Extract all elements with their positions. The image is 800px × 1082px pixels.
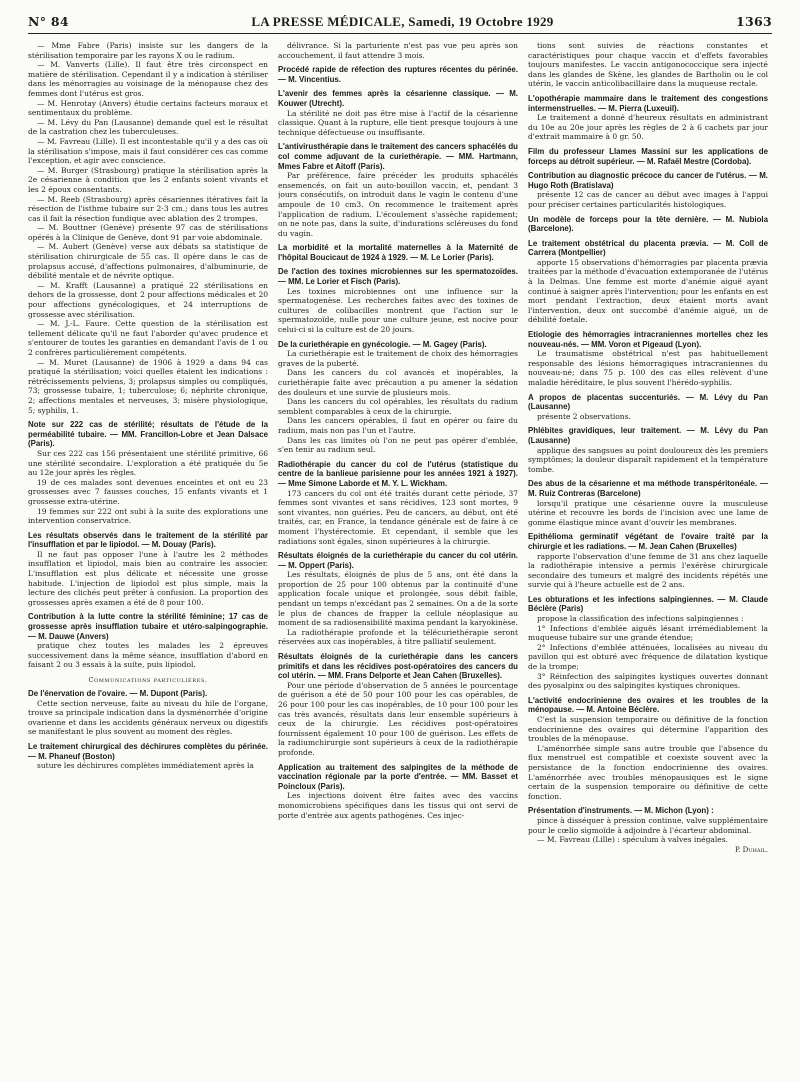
page-number: 1363 [735, 14, 772, 29]
column-2 [278, 41, 518, 1081]
communication-heading: Les résultats observés dans le traitement de la stérilité par l'insufflation et par le lipiodol. — M. Douay (Paris). [28, 530, 268, 550]
paragraph: 2° Infections d'emblée atténuées, localisées au niveau du pavillon qui est obturé avec fréquence de dilatation kystique de la trompe; [528, 642, 768, 672]
paragraph: 19 de ces malades sont devenues enceintes et ont eu 23 grossesses avec 7 fausses couches, 15 enfants vivants et 1 grossesse extra-utérine. [28, 477, 268, 506]
article-columns [28, 41, 772, 1081]
communication-heading: Etiologie des hémorragies intracraniennes mortelles chez les nouveau-nés. — MM. Voron et Pigeaud (Lyon). [528, 330, 768, 349]
paragraph: Il ne faut pas opposer l'une à l'autre les 2 méthodes insufflation et lipiodol, mais bien au contraire les associer. L'insufflation est plus délicate et nécessite une grosse habitude. L'injection de lipiodol est plus simple, mais la lecture des clichés peut prêter à confusion. La proportion des grossesses après examen a été de 8 pour 100. [28, 549, 268, 607]
paragraph: rapporte l'observation d'une femme de 31 ans chez laquelle la radiothérapie intensive a permis l'exérèse chirurgicale secondaire des tumeurs et malgré des incidents répétés une survie qui à l'heure actuelle est de 2 ans. [528, 551, 768, 590]
paragraph: — M. Favreau (Lille). Il est incontestable qu'il y a des cas où la stérilisation s'impose, mais il faut considérer ces cas comme l'exception, et agir avec conscience. [28, 136, 268, 166]
paragraph: 3° Réinfection des salpingites kystiques ouvertes donnant des pyosalpinx ou des salpingites kystiques chroniques. [528, 671, 768, 691]
column-1 [28, 41, 268, 1081]
paragraph: Sur ces 222 cas 156 présentaient une stérilité primitive, 66 une stérilité secondaire. L'exploration a été pratiquée du 5e au 12e jour après les règles. [28, 448, 268, 478]
author-signature: P. Duhail. [734, 845, 768, 854]
paragraph: applique des sangsues au point douloureux dès les premiers symptômes; la douleur disparaît rapidement et la température tombe. [528, 445, 768, 474]
paragraph: Dans les cancers du col avancés et inopérables, la curiethérapie faite avec précaution a pu amener la sédation des douleurs et une survie de plusieurs mois. [278, 368, 518, 397]
paragraph: présente 2 observations. [537, 411, 631, 421]
paragraph: Les résultats, éloignés de plus de 5 ans, ont été dans la proportion de 25 pour 100 obtenus par la continuité d'une application focale unique et prolongée, sous débit faible, pendant un temps n'excédant pas 2 semaines. On a de la sorte le plus de chances de frapper la cellule néoplasique au moment de sa radiosensibilité maxima pendant la karyokinèse. [278, 570, 518, 628]
paragraph: Par préférence, faire précéder les produits sphacélés ensemencés, on fait un auto-bouillon vaccin, et, pendant 3 jours consécutifs, on introduit dans le vagin le contenu d'une ampoule de 10 cm3. On recommence le traitement après l'application de radium. L'écoulement s'assèche rapidement; on ne note pas, dans la suite, d'indurations scléreuses du fond du vagin. [278, 171, 518, 238]
paragraph: — M. Burger (Strasbourg) pratique la stérilisation après la 2e césarienne à condition que les 2 enfants soient vivants et les 2 époux consentants. [28, 165, 268, 194]
paragraph: — M. Vanverts (Lille). Il faut être très circonspect en matière de stérilisation. Cependant il y a indication à stériliser dans les ménorragies au voisinage de la ménopause chez des femmes dont l'utérus est gros. [28, 60, 268, 98]
paragraph: — M. Bouttner (Genève) présente 97 cas de stérilisations opérés à la Clinique de Genève, dont 91 par voie abdominale. [28, 223, 268, 242]
paragraph: La radiothérapie profonde et la télécuriethérapie seront réservées aux cas inopérables, à titre palliatif seulement. [278, 627, 518, 647]
communication-heading: Le traitement chirurgical des déchirures complètes du périnée. — M. Phaneuf (Boston) [28, 741, 268, 761]
paragraph: Le traumatisme obstétrical n'est pas habituellement responsable des lésions hémorragiques intracraniennes du nouveau-né; dans 75 p. 100 des cas elles relèvent d'une maladie héréditaire, le plus souvent l'hérédo-syphilis. [528, 349, 768, 387]
communication-heading: Film du professeur Llames Massini sur les applications de forceps au détroit supérieur. — M. Rafaël Mestre (Cordoba). [528, 146, 768, 166]
paragraph: — M. Krafft (Lausanne) a pratiqué 22 stérilisations en dehors de la grossesse, dont 2 pour affections médicales et 20 pour affections gynécologiques, et 24 interruptions de grossesse avec stérilisation. [28, 280, 268, 319]
paragraph: 173 cancers du col ont été traités durant cette période, 37 femmes sont vivantes et sans récidives, 123 sont mortes, 9 sont vivantes, non guéries. Peu de cancers, au début, ont été traités, car, en France, la tendance générale est de faire à ce moment l'hystérectomie. Et cependant, il semble que les radiations sont égales, sinon supérieures à la chirurgie. [278, 488, 518, 546]
paragraph: Les toxines microbiennes ont une influence sur la spermatogenèse. Les recherches faites avec des toxines de cultures de colibacilles montrent que l'action sur le spermatozoïde, nulle pour une culture jeune, est nocive pour celui-ci si la culture est de 20 jours. [278, 286, 518, 335]
communication-heading: La morbidité et la mortalité maternelles à la Maternité de l'hôpital Boucicaut de 1924 à 1929. — M. Le Lorier (Paris). [278, 243, 518, 262]
communication-heading: Application au traitement des salpingites de la méthode de vaccination régionale par la porte d'entrée. — MM. Basset et Poincloux (Paris). [278, 762, 518, 791]
paragraph: — M. Henrotay (Anvers) étudie certains facteurs moraux et sentimentaux du problème. [28, 98, 268, 118]
paragraph: suture les déchirures complètes immédiatement après la [37, 761, 254, 771]
communication-heading: Un modèle de forceps pour la tête dernière. — M. Nubiola (Barcelone). [528, 214, 768, 234]
paragraph: — M. Lévy du Pan (Lausanne) demande quel est le résultat de la castration chez les tuberculeuses. [28, 117, 268, 137]
paragraph: Dans les cancers opérables, il faut en opérer ou faire du radium, mais non pas l'un et l'autre. [278, 416, 518, 435]
paragraph: C'est la suspension temporaire ou définitive de la fonction endocrinienne des ovaires qui détermine l'apparition des troubles de la ménopause. [528, 715, 768, 744]
paragraph: présente 12 cas de cancer au début avec images à l'appui pour préciser certaines particularités histologiques. [528, 190, 768, 209]
paragraph: — M. Favreau (Lille) : spéculum à valves inégales. [537, 835, 728, 845]
paragraph: L'aménorrhée simple sans autre trouble que l'absence du flux menstruel est compatible et coexiste souvent avec la persistance de la fonction endocrinienne des ovaires. L'aménorrhée avec troubles ménopausiques est le signe certain de la suspension temporaire ou définitive de cette fonction. [528, 743, 768, 801]
paragraph: Pour une période d'observation de 5 années le pourcentage de guérison a été de 50 pour 100 pour les cas opérables, de 26 pour 100 pour les cas inopérables, de 10 pour 100 pour les cas très avancés, résultats dans leur ensemble supérieurs à ceux de la chirurgie. Les récidives post-opératoires fournissent également 10 pour 100 de guérison. Les effets de la radiumchirurgie sont supérieurs à ceux de la radiothérapie profonde. [278, 680, 518, 757]
communication-heading: Le traitement obstétrical du placenta prævia. — M. Coll de Carrera (Montpellier) [528, 238, 768, 258]
communication-heading: L'avenir des femmes après la césarienne classique. — M. Kouwer (Utrecht). [278, 89, 518, 108]
communication-heading: Des abus de la césarienne et ma méthode transpéritonéale. — M. Ruiz Contreras (Barcelone) [528, 479, 768, 498]
issue-number: N° 84 [28, 14, 69, 29]
paragraph: La curiethérapie est le traitement de choix des hémorragies graves de la puberté. [278, 349, 518, 368]
page-header [28, 14, 772, 34]
communication-heading: Les obturations et les infections salpingiennes. — M. Claude Béclère (Paris) [528, 594, 768, 614]
paragraph: propose la classification des infections salpingiennes : [537, 614, 744, 624]
section-subheading: Communications particulières. [88, 676, 208, 684]
communication-heading: Présentation d'instruments. — M. Michon (Lyon) : [528, 806, 714, 816]
paragraph: — M. Reeb (Strasbourg) après césariennes itératives fait la résection de l'isthme tubaire sur 2-3 cm.; dans tous les autres cas il fait la résection fundique avec ablation des 2 trompes. [28, 194, 268, 223]
paragraph: 19 femmes sur 222 ont subi à la suite des explorations une intervention conservatrice. [28, 506, 268, 526]
paragraph: — M. Muret (Lausanne) de 1906 à 1929 a dans 94 cas pratiqué la stérilisation; voici quelles étaient les indications : rétrécissements pelviens, 3; prolapsus simples ou compliqués, 73; grossesse tubaire, 1; tuberculose; 6; néphrite chronique, 2; affections mentales et nerveuses, 3; misère physiologique, 5; syphilis, 1. [28, 357, 268, 415]
paragraph: — M. J.-L. Faure. Cette question de la stérilisation est tellement délicate qu'il ne faut l'aborder qu'avec prudence et s'entourer de toutes les garanties en demandant l'avis de 1 ou 2 confrères particulièrement compétents. [28, 319, 268, 357]
communication-heading: Procédé rapide de réfection des ruptures récentes du périnée. — M. Vincentius. [278, 65, 518, 84]
communication-heading: L'antivirusthérapie dans le traitement des cancers sphacélés du col comme adjuvant de la curiethérapie. — MM. Hartmann, Mmes Fabre et Aitoff (Paris). [278, 142, 518, 171]
communication-heading: L'activité endocrinienne des ovaires et les troubles de la ménopause. — M. Antoine Béclère. [528, 695, 768, 715]
paragraph: Dans les cas limites où l'on ne peut pas opérer d'emblée, s'en tenir au radium seul. [278, 435, 518, 455]
paragraph: 1° Infections d'emblée aiguës lésant irrémédiablement la muqueuse tubaire sur une grande étendue; [528, 623, 768, 643]
paragraph: — Mme Fabre (Paris) insiste sur les dangers de la stérilisation temporaire par les rayons X ou le radium. [28, 41, 268, 60]
paragraph: apporte 15 observations d'hémorragies par placenta prævia traitées par la méthode d'évacuation extemporanée de l'utérus à la Delmas. Une femme est morte d'anémie aiguë ayant continué à saigner après l'intervention; pour les enfants en est mort pendant l'extraction, deux étaient morts avant l'intervention, deux ont succombé d'anémie aiguë, un de débilité foetale. [528, 257, 768, 325]
paragraph: délivrance. Si la parturiente n'est pas vue peu après son accouchement, il faut attendre 3 mois. [278, 41, 518, 60]
communication-heading: Epithélioma germinatif végétant de l'ovaire traité par la chirurgie et les radiations. — M. Jean Cahen (Bruxelles) [528, 532, 768, 551]
paragraph: La stérilité ne doit pas être mise à l'actif de la césarienne classique. Quant à la rupture, elle tient presque toujours à une technique défectueuse ou insuffisante. [278, 108, 518, 137]
communication-heading: De l'énervation de l'ovaire. — M. Dupont (Paris). [28, 689, 208, 698]
paragraph: pince à disséquer à pression continue, valve supplémentaire pour le cœlio sigmoïde à adjoindre à l'écarteur abdominal. [528, 815, 768, 835]
paragraph: pratique chez toutes les malades les 2 épreuves successivement dans la même séance, insufflation d'abord en faisant 2 ou 3 essais à la suite, puis lipiodol. [28, 641, 268, 670]
paragraph: lorsqu'il pratique une césarienne ouvre la musculeuse utérine et recouvre les bords de l'incision avec une lame de gomme élastique mince avant d'ouvrir les membranes. [528, 498, 768, 527]
communication-heading: A propos de placentas succenturiés. — M. Lévy du Pan (Lausanne) [528, 392, 768, 412]
communication-heading: Note sur 222 cas de stérilité; résultats de l'étude de la perméabilité tubaire. — MM. Francillon-Lobre et Jean Dalsace (Paris). [28, 420, 268, 449]
communication-heading: Phlébites gravidiques, leur traitement. — M. Lévy du Pan (Lausanne) [528, 426, 768, 445]
paragraph: Les injections doivent être faites avec des vaccins monomicrobiens spécifiques dans les tissus qui ont servi de porte d'entrée aux agents pathogènes. Ces injec- [278, 791, 518, 820]
communication-heading: Contribution au diagnostic précoce du cancer de l'utérus. — M. Hugo Roth (Bratislava) [528, 171, 768, 190]
communication-heading: Contribution à la lutte contre la stérilité féminine; 17 cas de grossesse après insufflation tubaire et utéro-salpingographie. — M. Dauwe (Anvers) [28, 612, 268, 641]
paragraph: Dans les cancers du col opérables, les résultats du radium semblent comparables à ceux de la chirurgie. [278, 397, 518, 416]
column-3 [528, 41, 768, 1081]
paragraph: Cette section nerveuse, faite au niveau du hile de l'organe, trouve sa principale indication dans la dysménorrhée d'origine ovarienne et dans les accidents généraux nerveux ou digestifs se manifestant le plus souvent au moment des règles. [28, 698, 268, 737]
communication-heading: L'opothérapie mammaire dans le traitement des congestions intermenstruelles. — M. Pierra (Luxeuil). [528, 93, 768, 113]
communication-heading: Radiothérapie du cancer du col de l'utérus (statistique du centre de la banlieue parisienne pour les années 1921 à 1927). — Mme Simone Laborde et M. Y. L. Wickham. [278, 459, 518, 488]
communication-heading: De la curiethérapie en gynécologie. — M. Gagey (Paris). [278, 339, 487, 349]
communication-heading: De l'action des toxines microbiennes sur les spermatozoïdes. — MM. Le Lorier et Fisch (Paris). [278, 267, 518, 287]
paragraph: — M. Aubert (Genève) verse aux débats sa statistique de stérilisation chirurgicale de 55 cas. Il opère dans le cas de prolapsus accusé, d'affections pulmonaires, d'albuminurie, de débilité mentale et de névrite optique. [28, 242, 268, 281]
communication-heading: Résultats éloignés de la curiethérapie du cancer du col utérin. — M. Oppert (Paris). [278, 551, 518, 570]
journal-title: LA PRESSE MÉDICALE, Samedi, 19 Octobre 1929 [251, 14, 554, 29]
communication-heading: Résultats éloignés de la curiethérapie dans les cancers primitifs et dans les récidives post-opératoires des cancers du col utérin. — MM. Frans Delporte et Jean Cahen (Bruxelles). [278, 652, 518, 681]
paragraph: Le traitement a donné d'heureux résultats en administrant du 10e au 20e jour après les règles de 2 à 6 cachets par jour d'extrait mammaire à 0 gr. 50. [528, 113, 768, 142]
paragraph: tions sont suivies de réactions constantes et caractéristiques pour chaque vaccin et d'effets favorables toujours manifestes. Le vaccin antigonococcique sera injecté dans les glandes de Skène, les glandes de Bartholin ou le col utérin, le vaccin anticolibacillaire dans la muqueuse rectale. [528, 41, 768, 89]
